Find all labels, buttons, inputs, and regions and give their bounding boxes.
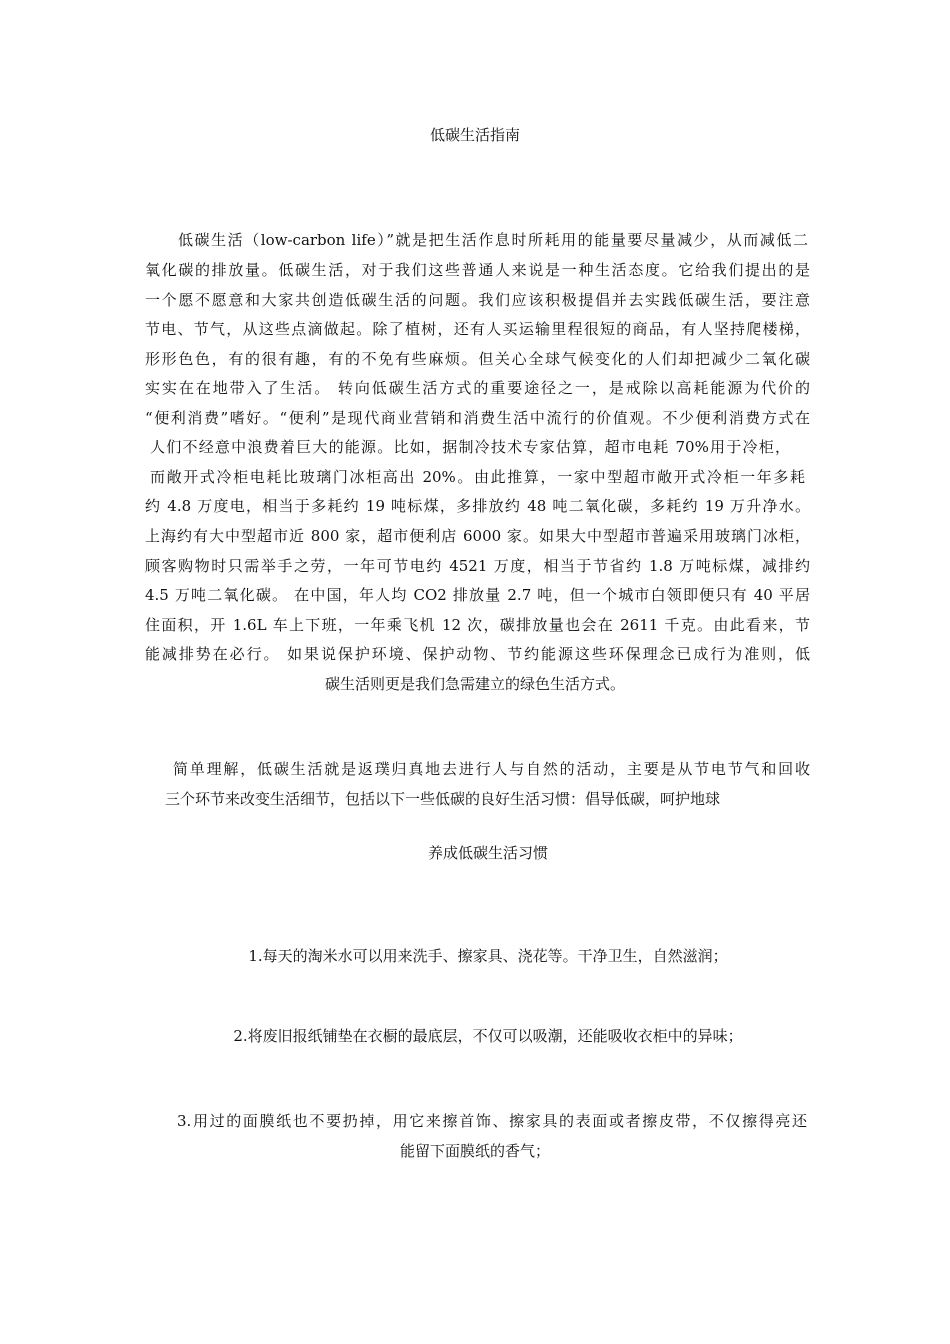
paragraph-line: 人们不经意中浪费着巨大的能源。比如，据制冷技术专家估算，超市电耗 70%用于冷柜， — [150, 438, 790, 456]
paragraph-line: 实实在在地带入了生活。 转向低碳生活方式的重要途径之一，是戒除以高耗能源为代价的 — [145, 379, 810, 397]
paragraph-line: 约 4.8 万度电，相当于多耗约 19 吨标煤，多排放约 48 吨二氧化碳，多耗约 19 万升净水。 — [145, 497, 810, 515]
paragraph-line: 氧化碳的排放量。低碳生活，对于我们这些普通人来说是一种生活态度。它给我们提出的是 — [145, 261, 810, 279]
paragraph-line: 而敞开式冷柜电耗比玻璃门冰柜高出 20%。由此推算，一家中型超市敞开式冷柜一年多耗 — [150, 468, 805, 486]
list-item: 2.将废旧报纸铺垫在衣橱的最底层，不仅可以吸潮，还能吸收衣柜中的异味； — [233, 1027, 743, 1045]
paragraph-line: 低碳生活（low-carbon life）”就是把生活作息时所耗用的能量要尽量减少，从而减低二 — [178, 231, 808, 249]
section-subtitle: 养成低碳生活习惯 — [427, 844, 548, 862]
document-title: 低碳生活指南 — [429, 126, 520, 144]
paragraph-line: 节电、节气，从这些点滴做起。除了植树，还有人买运输里程很短的商品，有人坚持爬楼梯， — [145, 320, 810, 338]
paragraph-line: 形形色色，有的很有趣，有的不免有些麻烦。但关心全球气候变化的人们却把减少二氧化碳 — [145, 350, 810, 368]
list-item-line: 能留下面膜纸的香气； — [399, 1142, 550, 1160]
paragraph-line: 三个环节来改变生活细节，包括以下一些低碳的良好生活习惯：倡导低碳，呵护地球 — [165, 790, 721, 808]
paragraph-line: 简单理解，低碳生活就是返璞归真地去进行人与自然的活动，主要是从节电节气和回收 — [173, 760, 810, 778]
paragraph-line: 一个愿不愿意和大家共创造低碳生活的问题。我们应该积极提倡并去实践低碳生活，要注意 — [145, 291, 810, 309]
paragraph-line: “便利消费”嗜好。“便利”是现代商业营销和消费生活中流行的价值观。不少便利消费方式在 — [145, 409, 810, 427]
list-item-line: 3.用过的面膜纸也不要扔掉，用它来擦首饰、擦家具的表面或者擦皮带，不仅擦得亮还 — [177, 1112, 807, 1130]
list-item: 1.每天的淘米水可以用来洗手、擦家具、浇花等。干净卫生，自然滋润； — [248, 947, 728, 965]
paragraph-line: 上海约有大中型超市近 800 家，超市便利店 6000 家。如果大中型超市普遍采用玻璃门冰柜， — [145, 527, 810, 545]
paragraph-line: 顾客购物时只需举手之劳，一年可节电约 4521 万度，相当于节省约 1.8 万吨标煤，减排约 — [145, 557, 810, 575]
paragraph-line: 碳生活则更是我们急需建立的绿色生活方式。 — [324, 675, 625, 693]
paragraph-line: 住面积，开 1.6L 车上下班，一年乘飞机 12 次，碳排放量也会在 2611 千克。由此看来，节 — [145, 616, 810, 634]
paragraph-line: 4.5 万吨二氧化碳。 在中国，年人均 CO2 排放量 2.7 吨，但一个城市白领即便只有 40 平居 — [145, 586, 810, 604]
paragraph-line: 能减排势在必行。 如果说保护环境、保护动物、节约能源这些环保理念已成行为准则，低 — [145, 645, 810, 663]
